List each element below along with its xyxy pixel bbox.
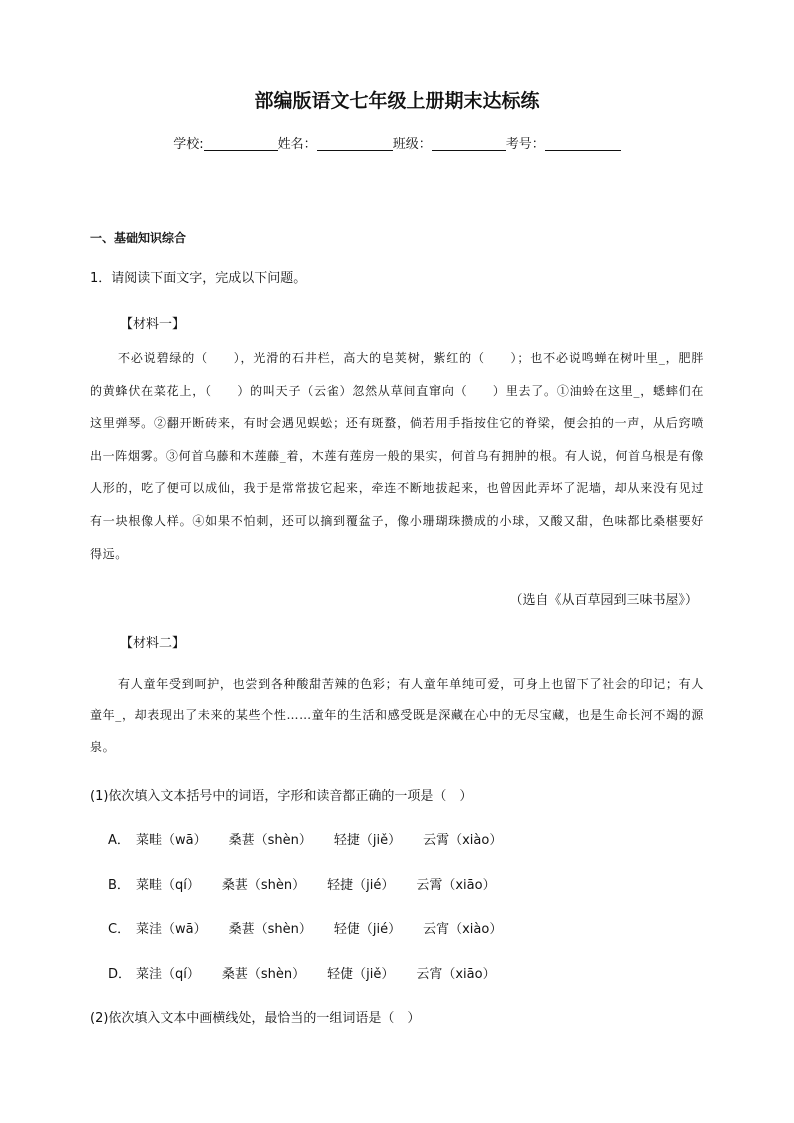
material-2-label: 【材料二】 <box>120 636 186 651</box>
option-a[interactable] <box>108 829 524 848</box>
option-d[interactable] <box>108 963 518 982</box>
option-word: 菜畦（wā） <box>136 833 207 848</box>
option-word: 桑葚（shèn） <box>221 967 306 982</box>
student-info-row <box>0 133 794 152</box>
school-label: 学校: <box>173 137 204 152</box>
option-letter: D． <box>108 967 132 982</box>
option-word: 菜畦（qí） <box>136 878 200 893</box>
material-1-label: 【材料一】 <box>120 317 186 332</box>
option-word: 云宵（xiāo） <box>416 967 496 982</box>
material-1-passage: 不必说碧绿的（ ），光滑的石井栏，高大的皂荚树，紫红的（ ）；也不必说鸣蝉在树叶里_，肥胖的黄蜂伏在菜花上，（ ）的叫天子（云雀）忽然从草间直窜向（ ）里去了。①油蛉在这里_，蟋蟀们在这里弹琴。②翻开断砖来，有时会遇见蜈蚣；还有斑蝥，倘若用手指按住它的脊梁，便会拍的一声，从后窍喷出一阵烟雾。③何首乌藤和木莲藤_着，木莲有莲房一般的果实，何首乌有拥肿的根。有人说，何首乌根是有像人形的，吃了便可以成仙，我于是常常拔它起来，牵连不断地拔起来，也曾因此弄坏了泥墙，却从来没有见过有一块根像人样。④如果不怕刺，还可以摘到覆盆子，像小珊瑚珠攒成的小球，又酸又甜，色味都比桑椹要好得远。 <box>90 351 704 561</box>
option-word: 菜洼（wā） <box>136 922 207 937</box>
option-word: 轻倢（jié） <box>333 922 402 937</box>
option-word: 轻倢（jiě） <box>327 967 395 982</box>
section-heading: 一、基础知识综合 <box>90 231 187 245</box>
option-c[interactable] <box>108 918 524 937</box>
option-word: 云霄（xiào） <box>423 833 503 848</box>
material-1-source: （选自《从百草园到三味书屋》） <box>509 593 698 608</box>
subquestion-2-stem: (2)依次填入文本中画横线处，最恰当的一组词语是（ ） <box>90 1011 421 1026</box>
option-letter: C． <box>108 922 131 937</box>
option-word: 菜洼（qí） <box>136 967 200 982</box>
option-word: 云宵（xiào） <box>423 922 503 937</box>
option-word: 桑葚（shèn） <box>228 833 312 848</box>
class-label: 班级： <box>392 137 432 152</box>
exam-number-blank <box>545 136 621 151</box>
class-blank <box>432 136 506 151</box>
option-word: 桑葚（shèn） <box>221 878 306 893</box>
option-word: 桑葚（shèn） <box>228 922 312 937</box>
option-b[interactable] <box>108 874 518 893</box>
option-word: 云霄（xiāo） <box>416 878 496 893</box>
page-title: 部编版语文七年级上册期末达标练 <box>254 90 540 112</box>
name-label: 姓名： <box>277 137 317 152</box>
name-blank <box>317 136 393 151</box>
option-letter: A． <box>108 833 130 848</box>
subquestion-1-stem: (1)依次填入文本括号中的词语，字形和读音都正确的一项是（ ） <box>90 789 473 804</box>
option-word: 轻捷（jié） <box>327 878 395 893</box>
exam-number-label: 考号： <box>505 137 545 152</box>
question-1-stem: 1．请阅读下面文字，完成以下问题。 <box>90 271 307 286</box>
option-letter: B． <box>108 878 130 893</box>
school-blank <box>204 136 278 151</box>
material-2-passage: 有人童年受到呵护，也尝到各种酸甜苦辣的色彩；有人童年单纯可爱，可身上也留下了社会的印记；有人童年_，却表现出了未来的某些个性……童年的生活和感受既是深藏在心中的无尽宝藏，也是生命长河不竭的源泉。 <box>90 677 704 754</box>
option-word: 轻捷（jiě） <box>333 833 402 848</box>
